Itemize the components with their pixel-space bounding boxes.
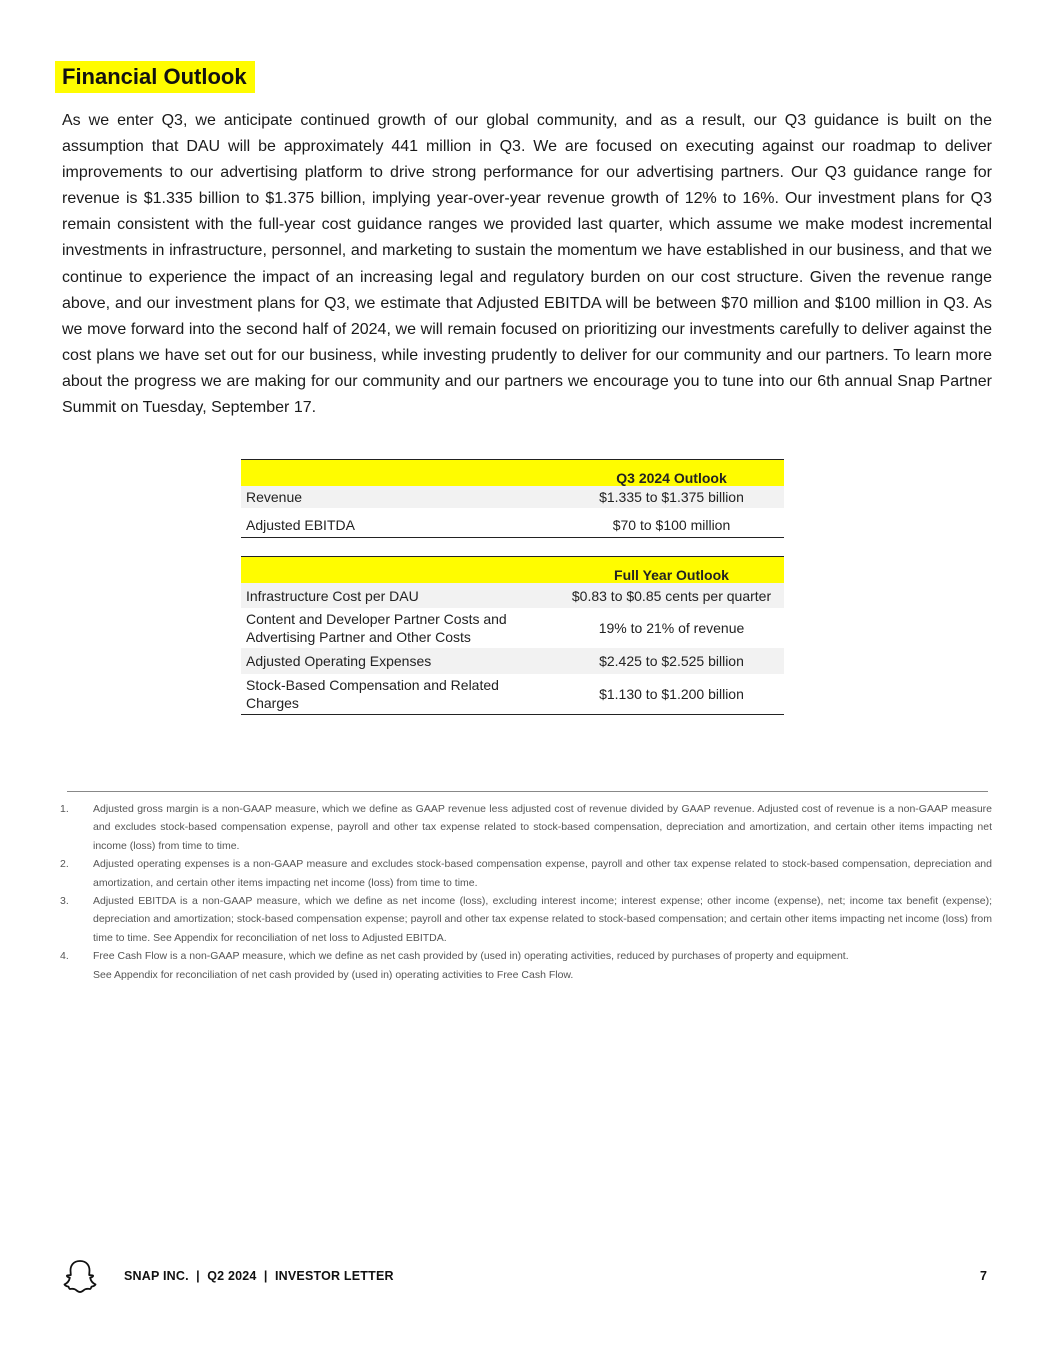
footer-document: INVESTOR LETTER <box>274 1269 394 1283</box>
table-row <box>241 486 784 508</box>
footnotes-list <box>60 800 992 984</box>
footnote-item <box>60 892 992 947</box>
row-value: $0.83 to $0.85 cents per quarter <box>559 583 784 608</box>
table-row <box>241 674 784 715</box>
footnote-text: Adjusted operating expenses is a non-GAAP measure and excludes stock-based compensation expense, payroll and other tax expense related to stock-based compensation, depreciation and amortization, and certain other items impacting net income (loss) from time to time. <box>93 858 992 889</box>
table-header-row <box>241 460 784 487</box>
full-year-outlook-table <box>241 556 784 715</box>
section-title: Financial Outlook <box>55 61 255 93</box>
table-row <box>241 508 784 537</box>
header-blank-cell <box>241 557 559 584</box>
footnote-item <box>60 800 992 855</box>
footnote-text: Free Cash Flow is a non-GAAP measure, which we define as net cash provided by (used in) operating activities, reduced by purchases of property and equipment. <box>93 950 849 963</box>
row-label: Stock-Based Compensation and Related Charges <box>241 674 559 715</box>
footnote-number: 4. <box>60 950 69 963</box>
row-label: Adjusted Operating Expenses <box>241 648 559 674</box>
full-year-outlook-header: Full Year Outlook <box>559 557 784 584</box>
header-blank-cell <box>241 460 559 487</box>
financial-outlook-paragraph: As we enter Q3, we anticipate continued growth of our global community, and as a result, our Q3 guidance is built on the assumption that DAU will be approximately 441 million in Q3. We are focused on executing against our roadmap to deliver improvements to our advertising platform to drive strong performance for our advertising partners. Our Q3 guidance range for revenue is $1.335 billion to $1.375 billion, implying year-over-year revenue growth of 12% to 16%. Our investment plans for Q3 remain consistent with the full-year cost guidance ranges we provided last quarter, which assume we make modest incremental investments in infrastructure, personnel, and marketing to sustain the momentum we have established in our business, and that we continue to experience the impact of an increasing legal and regulatory burden on our cost structure. Given the revenue range above, and our investment plans for Q3, we estimate that Adjusted EBITDA will be between $70 million and $100 million in Q3. As we move forward into the second half of 2024, we will remain focused on prioritizing our investments carefully to deliver against the cost plans we have set out for our business, while investing prudently to deliver for our community and our partners. To learn more about the progress we are making for our community and our partners we encourage you to tune into our 6th annual Snap Partner Summit on Tuesday, September 17. <box>62 112 992 417</box>
footnote-text-continued: See Appendix for reconciliation of net cash provided by (used in) operating activities to Free Cash Flow. <box>93 968 574 981</box>
row-value: $70 to $100 million <box>559 508 784 537</box>
table-header-row <box>241 557 784 584</box>
footnote-number: 1. <box>60 803 69 815</box>
row-label: Infrastructure Cost per DAU <box>241 583 559 608</box>
footnote-item <box>60 947 992 984</box>
row-value: $1.130 to $1.200 billion <box>559 674 784 715</box>
footer-company: SNAP INC. <box>124 1269 189 1283</box>
row-value: $1.335 to $1.375 billion <box>559 486 784 508</box>
snapchat-ghost-icon <box>62 1258 98 1294</box>
footnote-item <box>60 855 992 892</box>
table-row <box>241 608 784 648</box>
row-label: Revenue <box>241 486 559 508</box>
footnote-number: 2. <box>60 858 69 871</box>
footnote-text: Adjusted EBITDA is a non-GAAP measure, which we define as net income (loss), excluding interest income; interest expense; other income (expense), net; income tax benefit (expense); depreciation and amortization; stock-based compensation expense; payroll and other tax expense related to stock-based compensation; and certain other items impacting net income (loss) from time to time. See Appendix for reconciliation of net loss to Adjusted EBITDA. <box>93 895 992 944</box>
q3-outlook-header: Q3 2024 Outlook <box>559 460 784 487</box>
page-footer <box>62 1258 992 1298</box>
row-label: Adjusted EBITDA <box>241 508 559 537</box>
table-row <box>241 583 784 608</box>
footnote-text: Adjusted gross margin is a non-GAAP measure, which we define as GAAP revenue less adjusted cost of revenue divided by GAAP revenue. Adjusted cost of revenue is a non-GAAP measure and excludes stock-based compensation expense, payroll and other tax expense related to stock-based compensation, depreciation and amortization, and certain other items impacting net income (loss) from time to time. <box>93 803 992 852</box>
footer-separator: | <box>263 1269 268 1283</box>
footnote-number: 3. <box>60 895 69 908</box>
footer-period: Q2 2024 <box>207 1269 257 1283</box>
row-label: Content and Developer Partner Costs and Advertising Partner and Other Costs <box>246 611 507 645</box>
row-value: $2.425 to $2.525 billion <box>559 648 784 674</box>
footer-text <box>124 1269 394 1283</box>
footer-separator: | <box>196 1269 200 1283</box>
page-number: 7 <box>980 1269 987 1283</box>
footnote-divider <box>67 791 988 792</box>
row-value: 19% to 21% of revenue <box>598 620 745 636</box>
q3-outlook-table <box>241 459 784 538</box>
table-row <box>241 648 784 674</box>
